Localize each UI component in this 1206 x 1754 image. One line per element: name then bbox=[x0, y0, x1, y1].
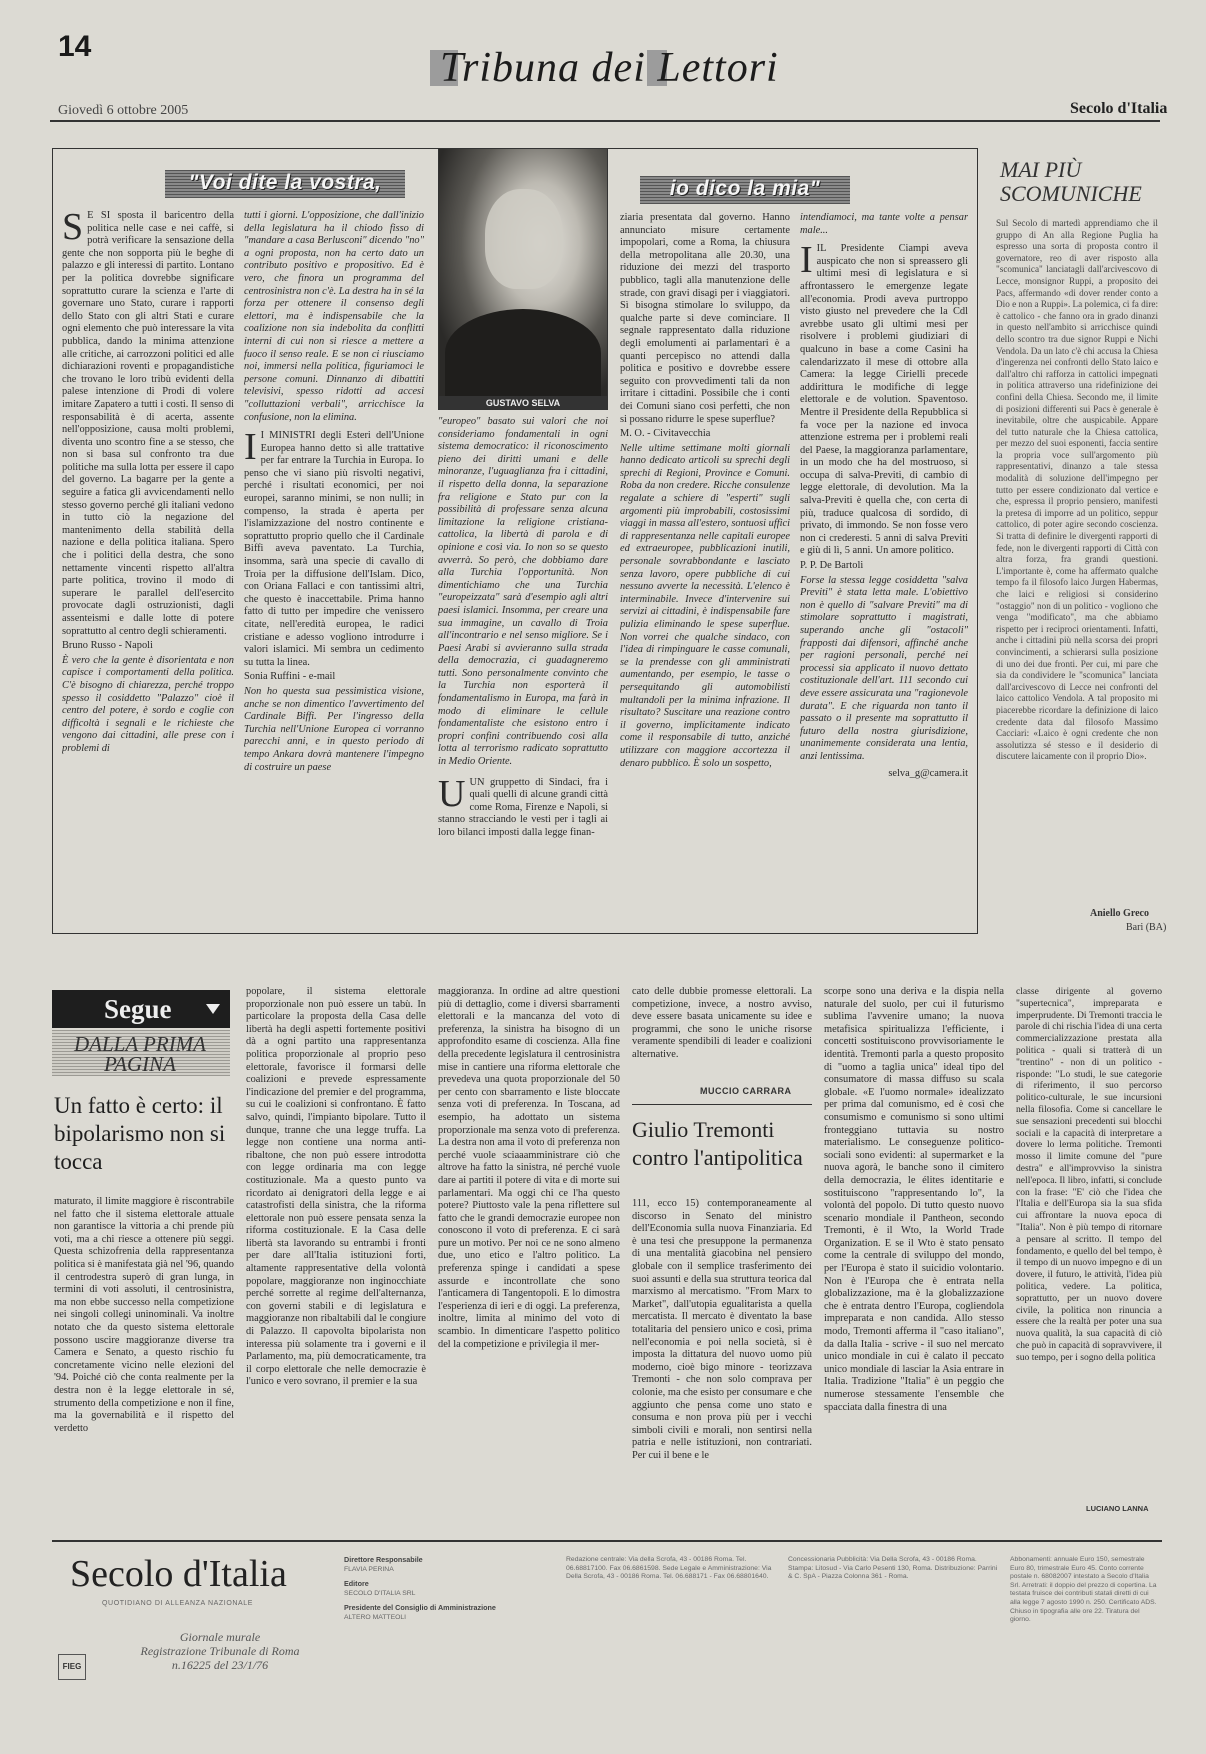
letter-text: S E SI sposta il baricentro della politica nelle case e nei caffè, si potrà verificare la sensazione della gente che non sopporta più le beghe di palazzo e gli interessi di partito. Lontano per la politica dovrebbe significare soprattutto curare la scienza e l'arte di governare uno Stato, curare i rapporti dello Stato con gli altri Stati e curare ogni elemento che può interessare la vita pubblica, dando la minima attenzione alle critiche, ai carrozzoni politici ed alle dichiarazioni roventi e propagandistiche che trovano le loro tribù evidenti della palese intenzione di Prodi di volere imitare Zapatero a tutti i costi. Il senso di responsabilità è di acerta, assente nell'opposizione, causa molti problemi, diventa uno scontro fine a se stesso, che non si basa sul confronto tra due politiche ma sulla lotta per essere il capo del governo. La bagarre per la gente a seguire a fatica gli avvicendamenti nello stesso governo perché gli italiani vedono in tutto ciò la negazione del mantenimento della stabilità della nazione e della politica italiana. Spero che i politici della destra, che sono nettamente vincenti rispetto all'altra parte politica, trovino il modo di superare le parallel dell'esercito provocate dagli ostruzionisti, dagli assenteismi e dalle lotte di potere soprattutto al centro degli schieramenti. bbox=[62, 210, 234, 637]
editor-reply: Nelle ultime settimane molti giornali hanno dedicato articoli su sprechi degli sprechi di Regioni, Province e Comuni. Roba da non credere. Ricche consulenze regalate a schiere di "esperti" sugli argomenti più improbabili, costosissimi viaggi in massa all'estero, sontuosi uffici di rappresentanza nelle capitali europee ed extraeuropee, pubblicazioni inutili, personale sovrabbondante e lasciato senza lavoro, opere pubbliche di cui nessuno avverte la necessità. L'elenco è interminabile. Invece d'intervenire sui servizi ai cittadini, è indispensabile fare pulizia eliminando le spese superflue. Non vorrei che qualche sindaco, con l'idea di rimpinguare le casse comunali, se la prendesse con gli amministrati aumentando, per esempio, le tasse o persequitando gli automobilisti multandoli per la minima infrazione. Il risultato? Suscitare una reazione contro il governo, implicitamente indicato come il responsabile di tutto, anziché utilizzare con maggiore accortezza il denaro pubblico. È solo un sospetto, bbox=[620, 442, 790, 769]
article-text: maggioranza. In ordine ad altre questioni più di dettaglio, come i diversi sbarramenti elettorali e la mancanza del voto di preferenza, la sinistra ha bisogno di un approfondito esame di coscienza. Alla fine della precedente legislatura il centrosinistra mise in cantiere una riforma elettorale che prevedeva una quota proporzionale del 50 per cento con sbarramento e liste bloccate senza voti di preferenza. In Toscana, ad esempio, ha adottato un sistema proporzionale ma senza voto di preferenza. La destra non ama il voto di preferenza non perché vuole sciaaamministrare ciò che altrove ha fatto la sinistra, né perché vuole dare ai partiti il potere di vita e di morte sui parlamentari. Ma oggi chi ce l'ha questo potere? Piuttosto vale la pena riflettere sul fatto che le grandi democrazie europee non conoscono il voto di preferenza. E ci sarà pure un motivo. Per noi ce ne sono almeno due, uno etico e l'altro politico. La preferenza spinge i candidati a spese assurde e incontrollate che sono l'anticamera di Tangentopoli. E lo dimostra l'esperienza di ieri e di oggi. La preferenza, inoltre, limita al minimo del voto di scambio. In dimenticare l'aspetto politico del la competizione e privilegia il mer- bbox=[438, 986, 620, 1350]
article2-author: LUCIANO LANNA bbox=[1086, 1504, 1149, 1513]
subtitle-text: DALLA PRIMA PAGINA bbox=[73, 1032, 207, 1076]
segue-badge bbox=[52, 990, 230, 1028]
editor-reply: intendiamoci, ma tante volte a pensar male... bbox=[800, 212, 968, 236]
letter-text: ziaria presentata dal governo. Hanno annunciato misure certamente impopolari, come a Roma, la chiusura della metropolitana alle 20.30, una riduzione dei mezzi del trasporto pubblico, tagli alla manutenzione delle strade, con gravi disagi per i viaggiatori. Sì bisogna stimolare lo sviluppo, da qualche parte si deve cominciare. Il segnale rappresentato dalla riduzione degli emolumenti ai parlamentari è a quanti percepisco no attendi dalla politica e positivo e dovrebbe essere seguito con provvedimenti tali da non irritare i cittadini. Possibile che i conti dei Comuni siano così perfetti, che non si possano ridurre le spese superflue? bbox=[620, 212, 790, 425]
sidebar-signature-name: Aniello Greco bbox=[1090, 908, 1149, 919]
footer-logo-sub: QUOTIDIANO DI ALLEANZA NAZIONALE bbox=[102, 1600, 254, 1607]
registration-line: Registrazione Tribunale di Roma n.16225 del 23/1/76 bbox=[140, 1644, 300, 1672]
letter-text: IIL Presidente Ciampi aveva auspicato che non si spreassero gli ultimi mesi di legislatura e si affrontassero le emergenze legate all'economia. Prodi aveva purtroppo visto giusto nel prevedere che la Cdl avrebbe usato gli ultimi mesi per risolvere i problemi giudiziari di qualcuno in base a come Casini ha calendarizzato il mese di ottobre alla Camera: la legge Cirielli precede addirittura le modifiche di legge elettorale e de volution. Spaventoso. Mentre il Presidente della Repubblica si fa voce per la nazione ed invoca attenzione estrema per i problemi reali del Paese, la maggioranza parlamentare, in un modo che ha del mostruoso, si occupa di salva-Previti, di cambio di legge elettorale, di devolution. Ma la salva-Previti è quella che, con certa di più, traduce qualcosa di sordido, di privato, di immondo. Se non fosse vero non ci crederesti. 5 anni di salva Previti e giù di lì, 5 anni. Un amore politico. bbox=[800, 239, 968, 557]
article2-column-2 bbox=[824, 986, 1004, 1516]
photo-caption: GUSTAVO SELVA bbox=[438, 396, 608, 410]
article1-title: Un fatto è certo: il bipolarismo non si tocca bbox=[54, 1093, 226, 1174]
article1-column-2 bbox=[246, 986, 426, 1516]
fieg-logo: FIEG bbox=[58, 1654, 86, 1680]
header-rule bbox=[50, 120, 1160, 122]
article2-column-1 bbox=[632, 1198, 812, 1516]
editor-reply: "europeo" basato sui valori che noi consideriamo fondamentali in ogni sistema democratico: il riconoscimento pieno dei diritti umani e delle minoranze, l'uguaglianza fra i cittadini, il rispetto della donna, la separazione fra religione e Stato pur con la possibilità di professare senza alcuna limitazione la religione cristiana-cattolica, la libertà di parola e di opinione e così via. Io non so se questo avverrà. So però, che dobbiamo dare alla Turchia l'opportunità. Non dimentichiamo che una Turchia "europeizzata" sarà d'esempio agli altri paesi islamici. Insomma, per creare una sua immagine, un cavallo di Troia all'incontrario e nel senso migliore. Se i Paesi Arabi si avvieranno sulla strada della democrazia, ci guadagneremo tutti. Sono personalmente convinto che la Turchia non esporterà il fondamentalismo in Europa, ma farà in modo di eliminare le cellule fondamentaliste che esistono entro i propri confini contribuendo così alla lotta al terrorismo radicato soprattutto in Medio Oriente. bbox=[438, 416, 608, 768]
section-title bbox=[410, 38, 810, 98]
article1-column-3 bbox=[438, 986, 620, 1516]
letter-text: I I MINISTRI degli Esteri dell'Unione Europea hanno detto sì alle trattative per far entrare la Turchia in Europa. Io penso che vi siano più risvolti negativi, perché i risultati economici, per noi europei, saranno minimi, se non nulli; in compenso, la strada è aperta per l'islamizzazione del nostro continente e soprattutto proprio quello che il Cardinale Biffi aveva paventato. La Turchia, insomma, sarà una specie di cavallo di Troia per la diffusione dell'Islam. Dico, con Oriana Fallaci e con tantissimi altri, che questo è inaccettabile. Prima hanno fatto di tutto per impedire che venissero citate, nell'eredità europea, le radici cristiane e adesso vogliono introdurre i valori islamici. Mi sembra un cedimento su tutta la linea. bbox=[244, 426, 424, 668]
article-text: maturato, il limite maggiore è riscontrabile nel fatto che il sistema elettorale attuale non garantisce la vittoria a chi prende più voti, ma a chi riesce a ottenere più seggi. Questa schizofrenia della rappresentanza politica si è manifestata già nel '96, quando il centrodestra superò di gran lunga, in termini di voti assoluti, il centrosinistra, ma non ebbe successo nella competizione nei singoli collegi uninominali. Va inoltre notato che da questo sistema elettorale possono uscire maggioranze diverse tra Camera e Senato, a questo rischio fu concretamente vicino nelle elezioni del '94. Poiché ciò che conta realmente per la destra non è la legge elettorale in sé, strumento della competizione e non il fine, ma la governabilità e il rispetto del verdetto bbox=[54, 1196, 234, 1434]
footer-logo: Secolo d'Italia bbox=[70, 1553, 287, 1595]
segue-label: Segue bbox=[104, 994, 172, 1024]
sidebar-text bbox=[996, 218, 1158, 886]
letter-signature: Bruno Russo - Napoli bbox=[62, 640, 153, 652]
footer-info-3: Abbonamenti: annuale Euro 150, semestrale Euro 80, trimestrale Euro 45. Conto corrente postale n. 68082007 intestato a Secolo d'Italia Srl. Arretrati: il doppio del prezzo di copertina. La testata fruisce dei contributi statali diretti di cui alla legge 7 agosto 1990 n. 250. Certificato ADS. Chiuso in tipografia alle ore 22. Tiratura del giorno. bbox=[1010, 1556, 1157, 1624]
letter-signature: Sonia Ruffini - e-mail bbox=[244, 671, 336, 683]
letters-column-1 bbox=[62, 210, 234, 926]
letter-signature: P. P. De Bartoli bbox=[800, 560, 864, 572]
editor-reply: Non ho questa sua pessimistica visione, anche se non dimentico l'avvertimento del Cardinale Biffi. Per l'ingresso della Turchia nell'Unione Europea ci vorranno parecchi anni, e in questo periodo di tempo Ankara dovrà mantenere l'impegno di costruire un paese bbox=[244, 685, 424, 773]
letter-text: UUN gruppetto di Sindaci, fra i quali quelli di alcune grandi città come Roma, Firenze e Napoli, si stanno stracciando le vesti per i tagli ai loro bilanci imposti dalla legge finan- bbox=[438, 772, 608, 838]
footer-rule bbox=[52, 1540, 1162, 1542]
article1-column-4 bbox=[632, 986, 812, 1086]
photo-face bbox=[485, 189, 563, 289]
footer-staff bbox=[344, 1556, 554, 1726]
registration-note bbox=[130, 1630, 310, 1672]
editor-reply: È vero che la gente è disorientata e non capisce i comportamenti della politica. C'è bisogno di chiarezza, perché troppo spesso il cosiddetto "Palazzo" cioè il centro del potere, è sordo e coglie con difficoltà i segnali e le richieste che vengono dai cittadini, alle prese con i problemi di bbox=[62, 654, 234, 754]
author-photo bbox=[438, 148, 608, 398]
article-text: 111, ecco 15) contemporaneamente al discorso in Senato del ministro dell'Economia sulla nuova Finanziaria. Ed è una tesi che presuppone la permanenza di una mentalità giacobina nel pensiero globale con il semplice trasferimento dei suoi assunti e della sua struttura teorica dal marxismo al mercatismo. "From Marx to Market", dall'utopia egualitarista a quella mercatista. Il mercato è diventato la base totalitaria del pensiero unico e così, prima nell'economia e poi nella società, si è imposta la dittatura del nuovo uomo più moderno, cioè bigo minore - teorizzava Tremonti - che non solo comprava per colonie, ma che esisto per consumare e che aggiunto che pensa come uno stato e consuma e non prova più per i vecchi simboli civili e morali, non sentirsi nella patria e nelle istituzioni, non contrariati. Per cui il bene e le bbox=[632, 1198, 812, 1461]
banner-right: io dico la mia" bbox=[640, 176, 850, 204]
editor-reply: Forse la stessa legge cosiddetta "salva Previti" è stata letta male. L'obiettivo non è quello di "salvare Previti" ma di stimolare soprattutto i magistrati, superando anche gli "ostacoli" frapposti dai difensori, affinché anche per ragioni personali, perché nei processi sia applicato il nuovo dettato costituzionale dell'art. 111 secondo cui deve essere assicurata una "ragionevole durata". E che riguarda non tanto il passato o il presente ma soprattutto il futuro della nostra giurisdizione, unanimemente considerata una lentia, anzi lentissima. bbox=[800, 574, 968, 762]
footer-info-1: Redazione centrale: Via della Scrofa, 43 - 00186 Roma. Tel. 06.68817100. Fax 06.6861598. Sede Legale e Amministrazione: Via Della Scrofa, 43 - 00186 Roma. Tel. 06.688171 - Fax 06.68801640. bbox=[566, 1556, 772, 1581]
letters-column-2 bbox=[244, 210, 424, 926]
registration-line: Giornale murale bbox=[179, 1630, 261, 1644]
staff-item: Presidente del Consiglio di Amministrazione ALTERO MATTEOLI bbox=[344, 1603, 496, 1621]
article1-author: MUCCIO CARRARA bbox=[700, 1086, 792, 1096]
letters-column-5 bbox=[800, 212, 968, 926]
chevron-down-icon bbox=[206, 1004, 220, 1014]
letters-column-3 bbox=[438, 416, 608, 926]
sidebar-paragraph: Sul Secolo di martedì apprendiamo che il gruppo di An alla Regione Puglia ha espresso una sorta di proposta contro il governatore, reo di aver risposto alla "scomunica" lanciatagli dall'arcivescovo di Lecce, monsignor Ruppi, a proposito dei Pacs, affermando «di dover render conto a Dio e non a Ruppi». La polemica, ci fa dire: è cattolico - che fanno ora in grado dinanzi in questo nell'ambito si arricchisce quindi dello scontro tra due signor Ruppi e Nichi Vendola. Da un lato c'è chi accusa la Chiesa d'ingerenza nei confronti dello Stato laico e dall'altro chi rafforza in cattolici impegnati in politica attraverso una ridefinizione dei confini della Chiesa. Secondo me, il limite di posizioni differenti sui Pacs è generale è inevitabile, oltre che auspicabile. Appare del tutto naturale che la Chiesa cattolica, per mezzo del suoi esponenti, faccia sentire la propria voce sull'argomento più rappresentativi, dinanzo a tale stessa modalità di soluzione dell'impegno per tutto per essere condizionato dal vertice e che, espressa il proprio pensiero, manifesti la pretesa di imporre ad un politico, seppur cattolico, di poter agire secondo coscienza. Si tratta di definire le divergenti rapporti di fede, non le divergenti rapporti di Città con altra forza, fra grandi questioni. L'importante è, come ha affermato qualche tempo fa il filosofo laico Jurgen Habermas, che laici e religiosi si considerino "ostaggio" non di un politico - vogliono che venga "modificato", ma che abbiamo rispetto per i reciproci orientamenti. Infatti, anche i cittadini più nella scorsa dei propri convincimenti, a schierarsi sulla posizione di uno dei due fronti. Per cui, mi pare che sia da condividere le "scomunica" lanciata dall'arcivescovo di Lecce nei confronti del laico cattolico Vendola. A tal proposito mi piacerebbe ricordare la definizione di laico credente data dal filosofo Massimo Cacciari: «Laico è ogni credente che non assolutizza sé stesso e il desiderio di discutere laicamente con il proprio Dio». bbox=[996, 218, 1158, 762]
article-divider bbox=[632, 1104, 812, 1105]
article-text: scorpe sono una deriva e la dispia nella naturale del suolo, per cui il futurismo sublima l'avvenire umano; la nuova metafisica spiritualizza l'efficiente, i concetti sostituiscono provvisoriamente le identità. Tremonti parla a questo proposito di "uomo a taglia unica" ideal tipo del consumatore di massa diffuso su scala globale. «E l'uomo normale» idealizzato per prima dal comunismo, ed è così che consumismo e comunismo si sono ultimi fronteggiano tuttavia su nostro materialismo. Le conseguenze politico-sociali sono evidenti: al supermarket e la nuova agorà, le banche sono il cimitero della democrazia, le élites identitarie e sostituiscono "rappresentando lo", la volontà del popolo. Di tutto questo nuovo scenario mondiale il Pantheon, secondo Tremonti, è il Wto, la World Trade Organization. E se il Wto è stato pensato come la centrale di sviluppo del mondo, per l'Europa è stato il suicidio volontario. Non è l'Europa che è entrata nella globalizzazione, ma è la globalizzazione che è entrata dentro l'Europa, cogliendola impreparata e non candida. Allo stesso modo, Tremonti afferma il "caso italiano", da dalla Italia - scrive - il suo nel mercato unico mondiale in cui è calato il peccato unico mondiale di lasciar la Asia entrare in Italia. Tradizione "Italia" è un peggio che numerose stessamente l'ensemble che spacciata dalla finestra di una bbox=[824, 986, 1004, 1413]
article-text: classe dirigente al governo "supertecnica", impreparata e imperprudente. Di Tremonti traccia le parole di chi rischia l'idea di una certa commercializzazione prestata alla politica - quali si tratterà di un "trentino" - non di un politico - risponde: "Lo studi, le sue categorie di riferimento, il suo percorso politico-culturale, le sue incursioni nella filosofia. Come si cancellare le sue sensazioni precedenti sui blocchi sociali e la capacità di interpretare a dovere lo lerma politiche. Tremonti mosso il limite comune del "pure destra" e all'improvviso la sinistra nell'epoca. Il libro, infatti, si conclude con la frase: "E' ciò che l'idea che l'Italia e dell'Europa sia la sua sfida cui affrontare la nuova epoca di "Italia". Non è più tempo di ritornare a pensare al scritto. Il tempo del fondamento, e quello del bel tempo, è il tempo di un nuovo impegno e di un dovere, il futuro, le attività, l'idea più politica, vedere. La politica, soprattutto, per un nuovo dovere civile, la politica non rinuncia a essere che la realtà per poter una sua nuova qualità, la sua capacità di ciò che può in capacità di sopravvivere, il suo tempo, per i sogno della politica bbox=[1016, 986, 1162, 1363]
masthead-small: Secolo d'Italia bbox=[1070, 100, 1168, 117]
page-number: 14 bbox=[58, 30, 92, 63]
dalla-prima-pagina bbox=[52, 1030, 230, 1076]
letter-signature: M. O. - Civitavecchia bbox=[620, 428, 711, 440]
issue-date: Giovedì 6 ottobre 2005 bbox=[58, 103, 189, 118]
article2-column-3 bbox=[1016, 986, 1162, 1500]
letters-column-4 bbox=[620, 212, 790, 926]
article-text: cato delle dubbie promesse elettorali. La competizione, invece, a nostro avviso, deve essere basata unicamente su idee e programmi, che sono le uniche risorse veramente spendibili di leader e coalizioni alternative. bbox=[632, 986, 812, 1060]
article1-column-1 bbox=[54, 1196, 234, 1516]
footer-info-2: Concessionaria Pubblicità: Via Della Scrofa, 43 - 00186 Roma. Stampa: Litosud - Via Carlo Pesenti 130, Roma. Distribuzione: Parrini & C. SpA - Piazza Colonna 361 - Roma. bbox=[788, 1556, 998, 1581]
article2-title: Giulio Tremonti contro l'antipolitica bbox=[632, 1117, 803, 1170]
staff-item: Direttore Responsabile FLAVIA PERINA bbox=[344, 1556, 423, 1573]
sidebar-signature-city: Bari (BA) bbox=[1126, 922, 1167, 933]
email-signature: selva_g@camera.it bbox=[888, 767, 968, 779]
editor-reply: tutti i giorni. L'opposizione, che dall'inizio della legislatura ha il chiodo fisso di "mandare a casa Berlusconi" dicendo "no" a ogni proposta, non ha certo dato un contributo positivo e propositivo. Ed è vero, che finora un programma del centrosinistra non c'è. La destra ha in sé la forza per ottenere il consenso degli elettori, ma è indispensabile che la coalizione non sia indebolita da conflitti interni di cui non si riesce a mettere a fuoco il senso reale. E se non ci riusciamo noi, immersi nella politica, figuriamoci le persone comuni. Dinnanzo di dibattiti televisivi, spesso ridotti ad accesi "colluttazioni verbali", arricchisce la confusione, non la elimina. bbox=[244, 210, 424, 423]
sidebar-title: MAI PIÙ SCOMUNICHE bbox=[1000, 157, 1142, 206]
article-text: popolare, il sistema elettorale proporzionale non può essere un tabù. In particolare la proposta della Casa delle libertà ha degli aspetti fortemente positivi dà a ogni partito una rappresentanza politica proporzionale al proprio peso elettorale, favorisce il formarsi delle coalizioni e prevede espressamente l'indicazione del premier e del programma, su cui le coalizioni si confrontano. È fatto salvo, quindi, l'impianto bipolare. Tutto il dunque, tranne che una legge truffa. La legge non contiene una norma anti-ribaltone, che non può essere introdotta con legge ordinaria ma con legge costituzionale. Ma a questo punto va ricordato ai denigratori della legge e ai catastrofisti della sinistra, che la riforma elettorale non può essere pensata senza la riforma costituzionale. E la Casa delle libertà sta lavorando su entrambi i fronti per dare all'Italia istituzioni forti, altamente rappresentative della volontà popolare, maggioranze non inginocchiate perché sorrette al regime dell'alternanza, con governi stabili e di legislatura e maggioranze non ribaltabili dal le congiure di Palazzo. Il capovolta bipolarista non interessa più solamente tra i governi e il Parlamento, ma, più democraticamente, tra il corpo elettorale che nelle democrazie è l'unico e vero sovrano, il premier e la sua bbox=[246, 986, 426, 1388]
photo-shoulders bbox=[445, 309, 601, 397]
section-title-text: Tribuna dei Lettori bbox=[440, 45, 779, 91]
staff-item: Editore SECOLO D'ITALIA SRL bbox=[344, 1579, 416, 1597]
banner-left: "Voi dite la vostra, bbox=[165, 170, 405, 198]
